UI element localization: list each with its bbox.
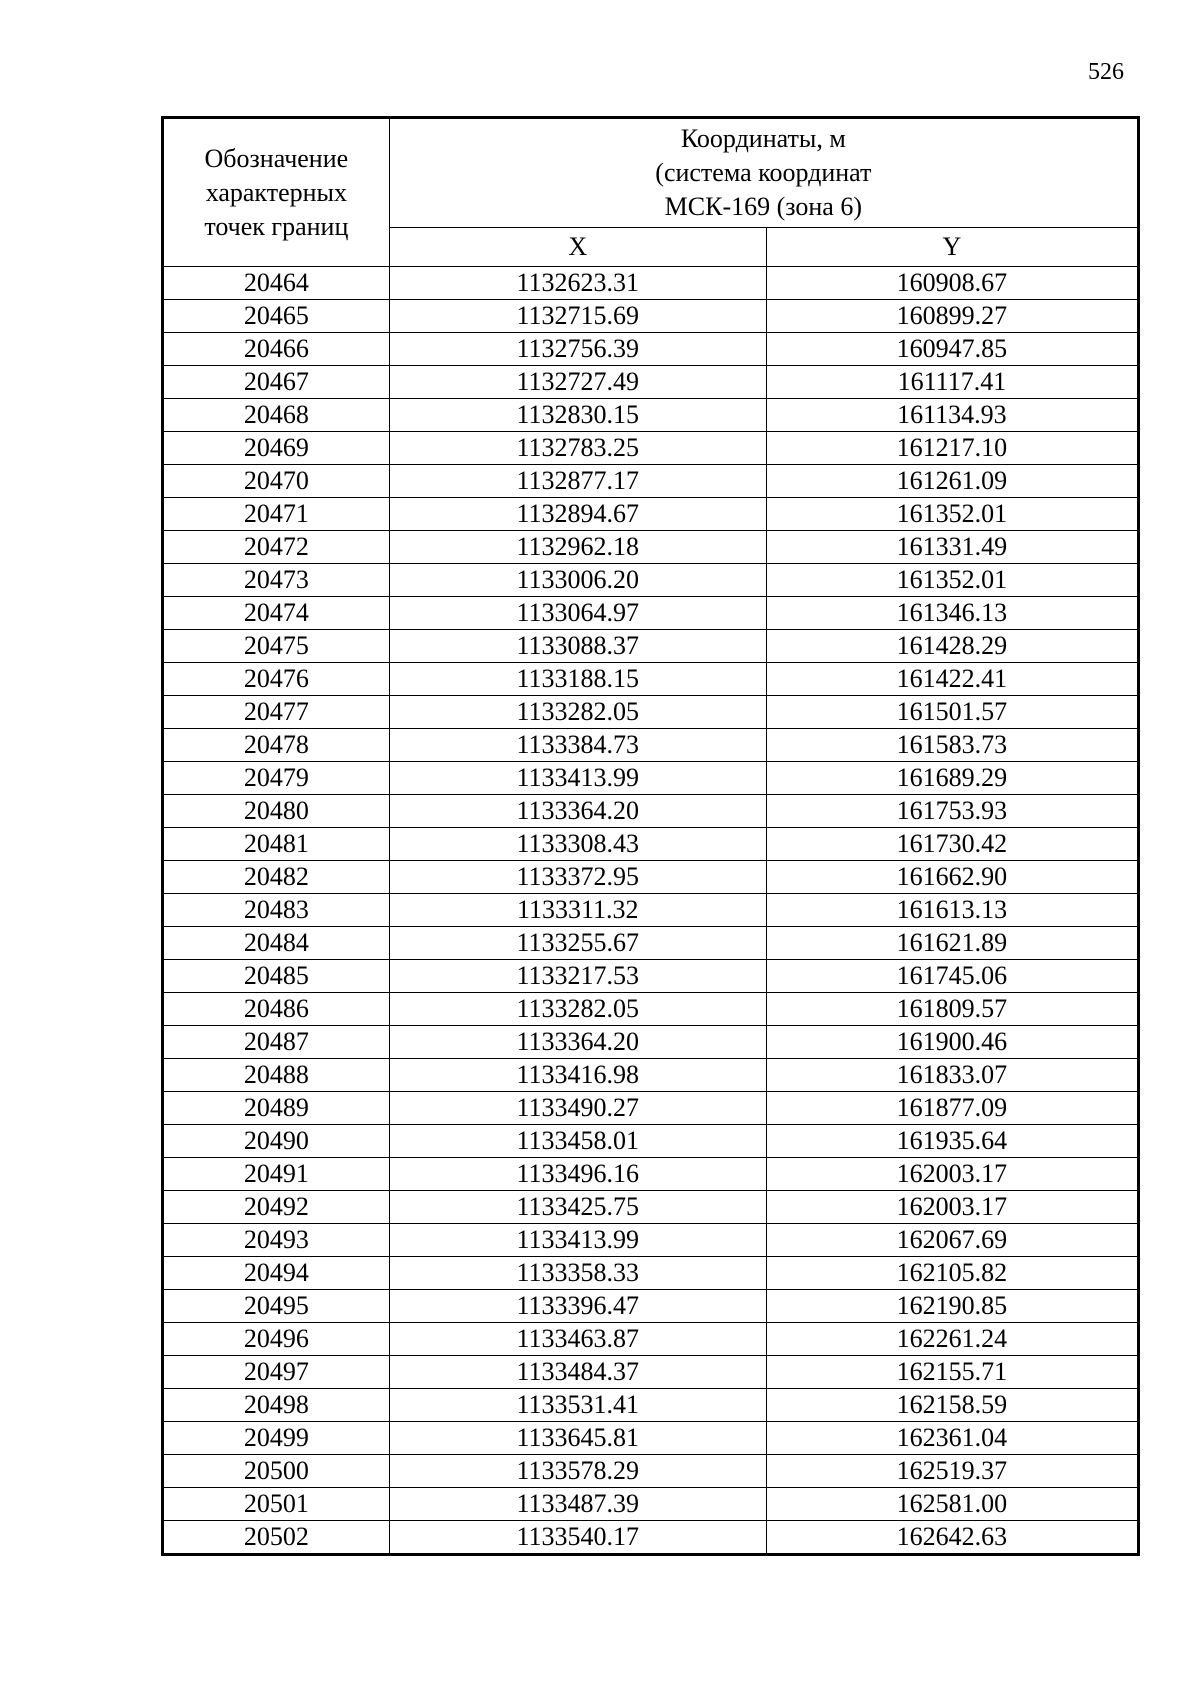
table-row — [163, 498, 1139, 531]
coordinates-table — [161, 116, 1140, 1556]
x-coordinate-cell: 1133311.32 — [389, 894, 766, 927]
point-id-cell: 20486 — [163, 993, 390, 1026]
point-id-cell: 20493 — [163, 1224, 390, 1257]
y-coordinate-cell: 161501.57 — [766, 696, 1138, 729]
y-coordinate-cell: 161352.01 — [766, 498, 1138, 531]
point-id-cell: 20478 — [163, 729, 390, 762]
y-coordinate-cell: 160899.27 — [766, 300, 1138, 333]
x-coordinate-cell: 1133088.37 — [389, 630, 766, 663]
x-coordinate-cell: 1132623.31 — [389, 267, 766, 300]
table-row — [163, 828, 1139, 861]
point-id-cell: 20497 — [163, 1356, 390, 1389]
y-coordinate-cell: 161745.06 — [766, 960, 1138, 993]
point-id-cell: 20476 — [163, 663, 390, 696]
point-id-cell: 20501 — [163, 1488, 390, 1521]
y-coordinate-cell: 162067.69 — [766, 1224, 1138, 1257]
page-number: 526 — [1088, 59, 1124, 85]
x-coordinate-cell: 1132783.25 — [389, 432, 766, 465]
x-coordinate-cell: 1133372.95 — [389, 861, 766, 894]
x-coordinate-cell: 1133308.43 — [389, 828, 766, 861]
table-row — [163, 993, 1139, 1026]
point-id-cell: 20502 — [163, 1521, 390, 1555]
y-coordinate-cell: 161352.01 — [766, 564, 1138, 597]
y-coordinate-cell: 162105.82 — [766, 1257, 1138, 1290]
table-row — [163, 1455, 1139, 1488]
x-coordinate-cell: 1133282.05 — [389, 993, 766, 1026]
table-row — [163, 267, 1139, 300]
y-coordinate-cell: 161621.89 — [766, 927, 1138, 960]
point-id-cell: 20480 — [163, 795, 390, 828]
x-coordinate-cell: 1133425.75 — [389, 1191, 766, 1224]
table-row — [163, 1059, 1139, 1092]
point-id-cell: 20487 — [163, 1026, 390, 1059]
point-id-cell: 20482 — [163, 861, 390, 894]
x-coordinate-cell: 1133364.20 — [389, 1026, 766, 1059]
table-row — [163, 1125, 1139, 1158]
y-coordinate-cell: 161134.93 — [766, 399, 1138, 432]
y-coordinate-cell: 162261.24 — [766, 1323, 1138, 1356]
y-coordinate-cell: 161261.09 — [766, 465, 1138, 498]
table-row — [163, 333, 1139, 366]
table-row — [163, 465, 1139, 498]
point-id-cell: 20470 — [163, 465, 390, 498]
point-id-cell: 20492 — [163, 1191, 390, 1224]
y-coordinate-cell: 161662.90 — [766, 861, 1138, 894]
point-id-cell: 20488 — [163, 1059, 390, 1092]
y-column-header: Y — [766, 228, 1138, 267]
table-row — [163, 1389, 1139, 1422]
y-coordinate-cell: 162642.63 — [766, 1521, 1138, 1555]
x-coordinate-cell: 1133531.41 — [389, 1389, 766, 1422]
coordinates-header — [389, 118, 1138, 228]
y-coordinate-cell: 161753.93 — [766, 795, 1138, 828]
point-id-cell: 20468 — [163, 399, 390, 432]
x-coordinate-cell: 1133384.73 — [389, 729, 766, 762]
x-coordinate-cell: 1133188.15 — [389, 663, 766, 696]
point-id-cell: 20471 — [163, 498, 390, 531]
table-row — [163, 366, 1139, 399]
x-coordinate-cell: 1132727.49 — [389, 366, 766, 399]
table-row — [163, 597, 1139, 630]
y-coordinate-cell: 161613.13 — [766, 894, 1138, 927]
table-row — [163, 564, 1139, 597]
table-row — [163, 399, 1139, 432]
x-coordinate-cell: 1133487.39 — [389, 1488, 766, 1521]
table-row — [163, 531, 1139, 564]
point-id-cell: 20496 — [163, 1323, 390, 1356]
point-id-cell: 20469 — [163, 432, 390, 465]
point-id-cell: 20500 — [163, 1455, 390, 1488]
point-id-cell: 20475 — [163, 630, 390, 663]
table-row — [163, 1026, 1139, 1059]
x-coordinate-cell: 1132830.15 — [389, 399, 766, 432]
x-coordinate-cell: 1133358.33 — [389, 1257, 766, 1290]
y-coordinate-cell: 161833.07 — [766, 1059, 1138, 1092]
table-row — [163, 300, 1139, 333]
y-coordinate-cell: 162361.04 — [766, 1422, 1138, 1455]
table-row — [163, 762, 1139, 795]
point-id-cell: 20466 — [163, 333, 390, 366]
point-id-cell: 20483 — [163, 894, 390, 927]
y-coordinate-cell: 161935.64 — [766, 1125, 1138, 1158]
x-coordinate-cell: 1133364.20 — [389, 795, 766, 828]
y-coordinate-cell: 161689.29 — [766, 762, 1138, 795]
point-id-cell: 20490 — [163, 1125, 390, 1158]
table-row — [163, 1257, 1139, 1290]
x-coordinate-cell: 1133255.67 — [389, 927, 766, 960]
y-coordinate-cell: 162003.17 — [766, 1158, 1138, 1191]
x-coordinate-cell: 1133413.99 — [389, 1224, 766, 1257]
table-row — [163, 663, 1139, 696]
y-coordinate-cell: 161331.49 — [766, 531, 1138, 564]
y-coordinate-cell: 161422.41 — [766, 663, 1138, 696]
table-row — [163, 795, 1139, 828]
x-coordinate-cell: 1132962.18 — [389, 531, 766, 564]
x-coordinate-cell: 1133413.99 — [389, 762, 766, 795]
y-coordinate-cell: 161117.41 — [766, 366, 1138, 399]
point-id-cell: 20477 — [163, 696, 390, 729]
point-id-cell: 20491 — [163, 1158, 390, 1191]
x-coordinate-cell: 1132894.67 — [389, 498, 766, 531]
y-coordinate-cell: 161428.29 — [766, 630, 1138, 663]
table-row — [163, 1092, 1139, 1125]
table-body — [163, 267, 1139, 1555]
x-coordinate-cell: 1133282.05 — [389, 696, 766, 729]
y-coordinate-cell: 162519.37 — [766, 1455, 1138, 1488]
point-id-cell: 20465 — [163, 300, 390, 333]
point-id-cell: 20474 — [163, 597, 390, 630]
point-id-cell: 20472 — [163, 531, 390, 564]
x-coordinate-cell: 1132877.17 — [389, 465, 766, 498]
point-id-cell: 20484 — [163, 927, 390, 960]
table-row — [163, 1521, 1139, 1555]
table-row — [163, 630, 1139, 663]
table-row — [163, 894, 1139, 927]
x-coordinate-cell: 1133396.47 — [389, 1290, 766, 1323]
designation-header-line: Обозначение — [204, 143, 349, 173]
table-row — [163, 960, 1139, 993]
x-coordinate-cell: 1133540.17 — [389, 1521, 766, 1555]
table-row — [163, 1323, 1139, 1356]
y-coordinate-cell: 162581.00 — [766, 1488, 1138, 1521]
x-coordinate-cell: 1133578.29 — [389, 1455, 766, 1488]
point-id-cell: 20464 — [163, 267, 390, 300]
table-row — [163, 696, 1139, 729]
y-coordinate-cell: 162158.59 — [766, 1389, 1138, 1422]
table-row — [163, 1158, 1139, 1191]
x-coordinate-cell: 1132756.39 — [389, 333, 766, 366]
point-id-cell: 20467 — [163, 366, 390, 399]
y-coordinate-cell: 161217.10 — [766, 432, 1138, 465]
y-coordinate-cell: 161900.46 — [766, 1026, 1138, 1059]
y-coordinate-cell: 161583.73 — [766, 729, 1138, 762]
x-coordinate-cell: 1133463.87 — [389, 1323, 766, 1356]
table-row — [163, 729, 1139, 762]
table-row — [163, 861, 1139, 894]
table-row — [163, 1488, 1139, 1521]
point-id-cell: 20489 — [163, 1092, 390, 1125]
y-coordinate-cell: 160947.85 — [766, 333, 1138, 366]
point-id-cell: 20495 — [163, 1290, 390, 1323]
x-coordinate-cell: 1133064.97 — [389, 597, 766, 630]
designation-header-line: точек границ — [204, 211, 349, 241]
x-column-header: X — [389, 228, 766, 267]
table-row — [163, 1356, 1139, 1389]
y-coordinate-cell: 161809.57 — [766, 993, 1138, 1026]
table-row — [163, 1422, 1139, 1455]
table-row — [163, 1290, 1139, 1323]
point-id-cell: 20498 — [163, 1389, 390, 1422]
table-header — [163, 118, 1139, 267]
x-coordinate-cell: 1133416.98 — [389, 1059, 766, 1092]
y-coordinate-cell: 162003.17 — [766, 1191, 1138, 1224]
designation-header-line: характерных — [205, 177, 347, 207]
y-coordinate-cell: 160908.67 — [766, 267, 1138, 300]
y-coordinate-cell: 161346.13 — [766, 597, 1138, 630]
coordinates-header-line: Координаты, м — [680, 124, 846, 153]
x-coordinate-cell: 1133006.20 — [389, 564, 766, 597]
x-coordinate-cell: 1133490.27 — [389, 1092, 766, 1125]
x-coordinate-cell: 1133645.81 — [389, 1422, 766, 1455]
x-coordinate-cell: 1132715.69 — [389, 300, 766, 333]
designation-header — [163, 118, 390, 267]
x-coordinate-cell: 1133217.53 — [389, 960, 766, 993]
table-row — [163, 1191, 1139, 1224]
point-id-cell: 20499 — [163, 1422, 390, 1455]
y-coordinate-cell: 162155.71 — [766, 1356, 1138, 1389]
point-id-cell: 20494 — [163, 1257, 390, 1290]
y-coordinate-cell: 162190.85 — [766, 1290, 1138, 1323]
coordinates-header-line: МСК-169 (зона 6) — [664, 192, 863, 221]
point-id-cell: 20473 — [163, 564, 390, 597]
y-coordinate-cell: 161730.42 — [766, 828, 1138, 861]
x-coordinate-cell: 1133496.16 — [389, 1158, 766, 1191]
table-row — [163, 1224, 1139, 1257]
point-id-cell: 20481 — [163, 828, 390, 861]
x-coordinate-cell: 1133484.37 — [389, 1356, 766, 1389]
coordinates-header-line: (система координат — [655, 158, 872, 187]
point-id-cell: 20479 — [163, 762, 390, 795]
y-coordinate-cell: 161877.09 — [766, 1092, 1138, 1125]
point-id-cell: 20485 — [163, 960, 390, 993]
table-row — [163, 432, 1139, 465]
x-coordinate-cell: 1133458.01 — [389, 1125, 766, 1158]
table-row — [163, 927, 1139, 960]
